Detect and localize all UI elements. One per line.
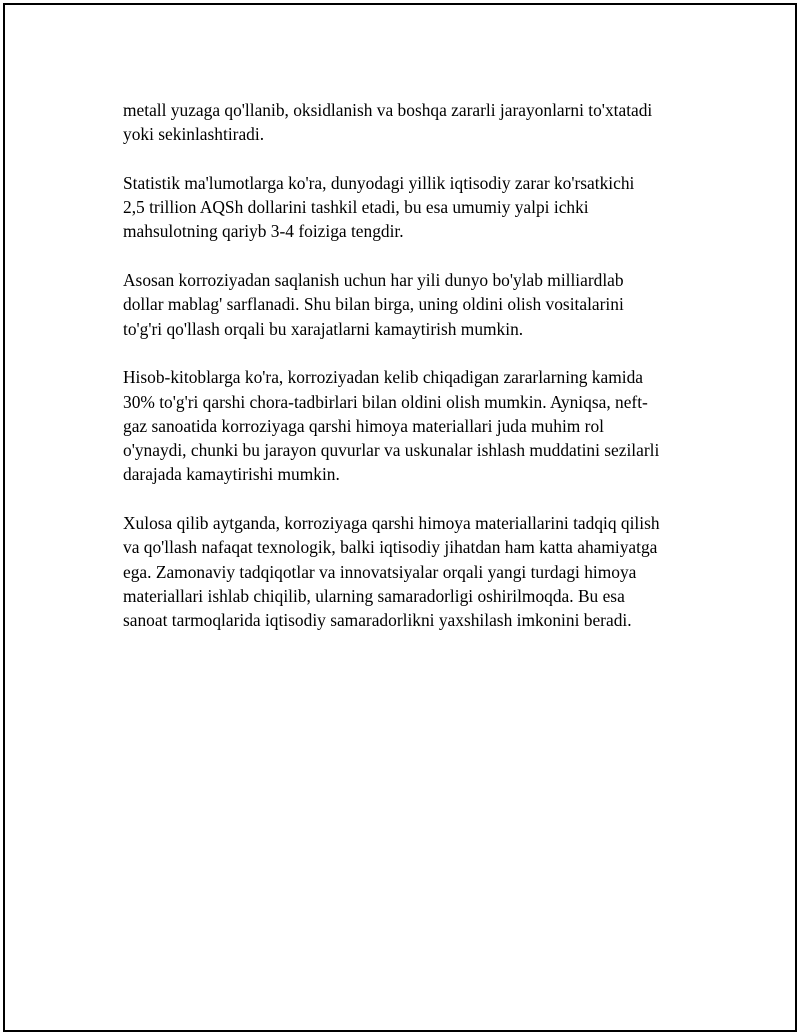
text-line: sanoat tarmoqlarida iqtisodiy samaradorlikni yaxshilash imkonini beradi. — [123, 610, 632, 631]
text-line: Asosan korroziyadan saqlanish uchun har yili dunyo bo'ylab milliardlab — [123, 270, 624, 291]
text-line: mahsulotning qariyb 3-4 foiziga tengdir. — [123, 221, 404, 242]
text-line: dollar mablag' sarflanadi. Shu bilan birga, uning oldini olish vositalarini — [123, 294, 624, 315]
paragraph-1 — [123, 98, 695, 147]
text-line: o'ynaydi, chunki bu jarayon quvurlar va uskunalar ishlash muddatini sezilarli — [123, 440, 660, 461]
text-line: 2,5 trillion AQSh dollarini tashkil etadi, bu esa umumiy yalpi ichki — [123, 197, 589, 218]
text-line: Hisob-kitoblarga ko'ra, korroziyadan kelib chiqadigan zararlarning kamida — [123, 367, 643, 388]
text-line: Statistik ma'lumotlarga ko'ra, dunyodagi yillik iqtisodiy zarar ko'rsatkichi — [123, 172, 635, 193]
text-line: metall yuzaga qo'llanib, oksidlanish va boshqa zararli jarayonlarni to'xtatadi — [123, 100, 653, 120]
paragraph-5 — [123, 511, 695, 632]
text-line: yoki sekinlashtiradi. — [123, 124, 265, 145]
text-line: Xulosa qilib aytganda, korroziyaga qarshi himoya materiallarini tadqiq qilish — [123, 513, 660, 534]
paragraph-4 — [123, 365, 695, 486]
document-body — [123, 98, 695, 657]
text-line: ega. Zamonaviy tadqiqotlar va innovatsiyalar orqali yangi turdagi himoya — [123, 561, 637, 582]
text-line: 30% to'g'ri qarshi chora-tadbirlari bilan oldini olish mumkin. Ayniqsa, neft- — [123, 391, 648, 412]
document-page — [3, 3, 797, 1032]
paragraph-2 — [123, 171, 695, 244]
paragraph-3 — [123, 268, 695, 341]
text-line: va qo'llash nafaqat texnologik, balki iqtisodiy jihatdan ham katta ahamiyatga — [123, 537, 658, 558]
text-line: to'g'ri qo'llash orqali bu xarajatlarni kamaytirish mumkin. — [123, 318, 524, 339]
text-line: gaz sanoatida korroziyaga qarshi himoya materiallari juda muhim rol — [123, 415, 604, 436]
text-line: darajada kamaytirishi mumkin. — [123, 464, 340, 485]
text-line: materiallari ishlab chiqilib, ularning samaradorligi oshirilmoqda. Bu esa — [123, 585, 625, 606]
